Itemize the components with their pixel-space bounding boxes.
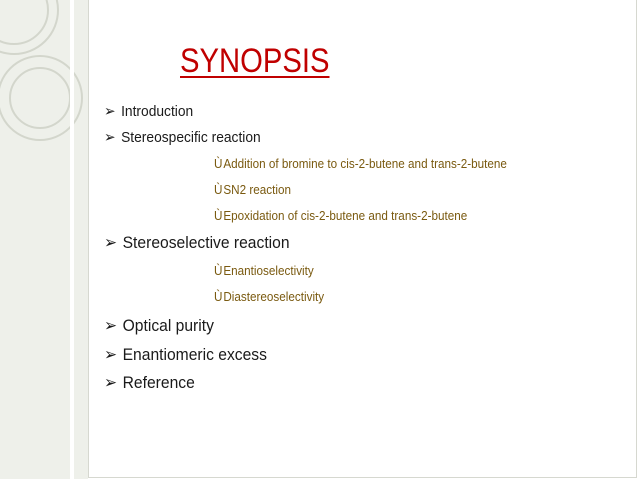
sub-bullet-icon: Ù [214, 156, 223, 171]
list-item-enantiomeric-excess [104, 345, 267, 365]
sub-item-diastereoselectivity [214, 289, 324, 304]
page-title: SYNOPSIS [180, 42, 330, 80]
list-item-label: Stereospecific reaction [121, 129, 261, 146]
list-item-stereospecific [104, 128, 261, 146]
list-item-stereoselective [104, 233, 290, 253]
list-item-label: Reference [122, 373, 195, 392]
sub-item-label: Addition of bromine to cis-2-butene and trans-2-butene [223, 156, 507, 171]
arrow-bullet-icon: ➢ [104, 129, 116, 146]
arrow-bullet-icon: ➢ [104, 345, 118, 364]
sub-bullet-icon: Ù [214, 208, 223, 223]
list-item-label: Introduction [121, 103, 194, 120]
list-item-optical-purity [104, 316, 214, 336]
list-item-introduction [104, 102, 193, 120]
sub-bullet-icon: Ù [214, 289, 223, 304]
list-item-label: Stereoselective reaction [122, 233, 290, 252]
sub-item-label: Diastereoselectivity [223, 289, 325, 304]
list-item-label: Enantiomeric excess [122, 345, 267, 364]
sub-bullet-icon: Ù [214, 263, 223, 278]
sub-item-addition-bromine [214, 156, 507, 171]
arrow-bullet-icon: ➢ [104, 233, 118, 252]
arrow-bullet-icon: ➢ [104, 316, 118, 335]
arrow-bullet-icon: ➢ [104, 373, 118, 392]
list-item-reference [104, 373, 195, 393]
arrow-bullet-icon: ➢ [104, 103, 116, 120]
sub-item-epoxidation [214, 208, 467, 223]
sub-item-label: SN2 reaction [223, 182, 291, 197]
sub-item-label: Epoxidation of cis-2-butene and trans-2-butene [223, 208, 468, 223]
sub-item-label: Enantioselectivity [223, 263, 314, 278]
sub-item-sn2 [214, 182, 291, 197]
list-item-label: Optical purity [122, 316, 214, 335]
sub-item-enantioselectivity [214, 263, 314, 278]
sub-bullet-icon: Ù [214, 182, 223, 197]
